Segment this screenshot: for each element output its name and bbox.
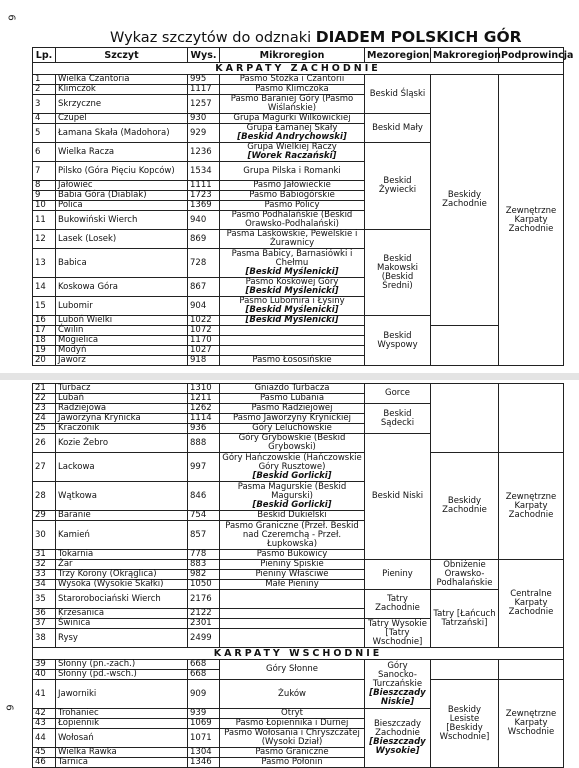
meso-cell: Gorce — [365, 384, 431, 404]
micro-sub: [Beskid Gorlicki] — [252, 470, 332, 481]
row-height: 1022 — [188, 316, 220, 326]
row-peak: Lubomir — [56, 297, 188, 316]
meso-cell: Beskid Wyspowy — [365, 316, 431, 366]
micro-sub: [Beskid Myślenicki] — [245, 266, 339, 277]
row-height: 2499 — [188, 629, 220, 648]
micro-sub: [Beskid Myślenicki] — [245, 286, 339, 296]
row-micro: Małe Pieniny — [220, 580, 365, 590]
row-height: 1117 — [188, 85, 220, 95]
row-height: 1236 — [188, 143, 220, 162]
macro-cell: Obniżenie Orawsko-Podhalańskie — [431, 560, 499, 590]
sub-empty — [499, 660, 564, 680]
header-peak: Szczyt — [56, 48, 188, 63]
row-micro: Otryt — [220, 709, 365, 719]
meso-cell: Beskid Żywiecki — [365, 143, 431, 230]
row-peak: Żar — [56, 560, 188, 570]
row-peak: Jaworniki — [56, 680, 188, 709]
micro-sub: [Beskid Gorlicki] — [252, 499, 332, 510]
meso-cell — [365, 709, 431, 768]
row-lp: 6 — [33, 143, 56, 162]
row-peak: Kozie Żebro — [56, 434, 188, 453]
row-lp: 12 — [33, 230, 56, 249]
row-micro: Pasmo Podhalańskie (Beskid Orawsko-Podhalański) — [220, 211, 365, 230]
row-height: 2122 — [188, 609, 220, 619]
row-height: 909 — [188, 680, 220, 709]
row-height: 883 — [188, 560, 220, 570]
row-peak: Wołosań — [56, 729, 188, 748]
row-micro — [220, 278, 365, 297]
row-micro — [220, 143, 365, 162]
header-macroregion: Makroregion — [431, 48, 499, 63]
row-height: 1211 — [188, 394, 220, 404]
row-micro — [220, 619, 365, 629]
row-peak: Tarnica — [56, 758, 188, 768]
row-peak: Skrzyczne — [56, 95, 188, 114]
row-height: 1310 — [188, 384, 220, 394]
row-lp: 20 — [33, 356, 56, 366]
micro-line: Grupa Wielkiej Raczy — [247, 142, 337, 152]
row-height: 930 — [188, 114, 220, 124]
meso-cell: Beskid Niski — [365, 434, 431, 560]
row-height: 728 — [188, 249, 220, 278]
meso-cell: Tatry Wysokie [Tatry Wschodnie] — [365, 619, 431, 648]
row-lp: 36 — [33, 609, 56, 619]
sub-cell: Zewnętrzne Karpaty Zachodnie — [499, 75, 564, 366]
row-height: 846 — [188, 482, 220, 511]
meso-line: Bieszczady Zachodnie — [373, 719, 422, 738]
row-micro — [220, 326, 365, 336]
row-peak: Ćwilin — [56, 326, 188, 336]
section-header: KARPATY WSCHODNIE — [33, 648, 564, 660]
row-height: 869 — [188, 230, 220, 249]
macro-cell: Beskidy Lesiste [Beskidy Wschodnie] — [431, 680, 499, 768]
row-lp: 23 — [33, 404, 56, 414]
row-height: 668 — [188, 670, 220, 680]
row-micro: Pasmo Babiogórskie — [220, 191, 365, 201]
row-peak: Radziejowa — [56, 404, 188, 414]
micro-line: Pasmo Koskowej Góry — [245, 277, 339, 287]
row-micro: Pasmo Radziejowej — [220, 404, 365, 414]
row-lp: 28 — [33, 482, 56, 511]
row-peak: Babia Góra (Diablak) — [56, 191, 188, 201]
row-micro: Pasma Laskowskie, Pewelskie i Żurawnicy — [220, 230, 365, 249]
page-number-top: 6 — [5, 14, 17, 21]
row-micro — [220, 609, 365, 619]
row-lp: 2 — [33, 85, 56, 95]
row-peak: Wielka Racza — [56, 143, 188, 162]
row-lp: 31 — [33, 550, 56, 560]
row-peak: Bukowiński Wierch — [56, 211, 188, 230]
row-micro: Pasmo Stożka i Czantorii — [220, 75, 365, 85]
peaks-table-bottom — [32, 383, 564, 768]
row-height: 904 — [188, 297, 220, 316]
row-height: 1170 — [188, 336, 220, 346]
header-microregion: Mikroregion — [220, 48, 365, 63]
micro-line: Góry Hańczowskie (Hańczowskie Góry Rusztowe) — [222, 452, 362, 472]
row-peak: Jałowiec — [56, 181, 188, 191]
row-peak: Baranie — [56, 511, 188, 521]
row-lp: 1 — [33, 75, 56, 85]
row-height: 1262 — [188, 404, 220, 414]
row-peak: Starorobociański Wierch — [56, 590, 188, 609]
row-peak: Trzy Korony (Okrąglica) — [56, 570, 188, 580]
row-micro: Pasmo Policy — [220, 201, 365, 211]
row-micro: Pasmo Połonin — [220, 758, 365, 768]
row-peak: Jaworzyna Krynicka — [56, 414, 188, 424]
meso-cell: Tatry Zachodnie — [365, 590, 431, 619]
row-peak: Klimczok — [56, 85, 188, 95]
row-peak: Mogielica — [56, 336, 188, 346]
row-peak: Rysy — [56, 629, 188, 648]
row-lp: 27 — [33, 453, 56, 482]
row-lp: 8 — [33, 181, 56, 191]
row-lp: 40 — [33, 670, 56, 680]
page-fold-gap — [0, 373, 579, 380]
row-lp: 33 — [33, 570, 56, 580]
row-lp: 7 — [33, 162, 56, 181]
macro-cell: Beskidy Zachodnie — [431, 453, 499, 560]
row-peak: Modyń — [56, 346, 188, 356]
row-peak: Krzesanica — [56, 609, 188, 619]
micro-line: Pasmo Lubomira i Łysiny — [239, 296, 345, 306]
sub-cell: Zewnętrzne Karpaty Zachodnie — [499, 453, 564, 560]
row-micro: Pasmo Klimczoka — [220, 85, 365, 95]
row-height: 2301 — [188, 619, 220, 629]
row-lp: 30 — [33, 521, 56, 550]
row-peak: Jaworz — [56, 356, 188, 366]
row-height: 940 — [188, 211, 220, 230]
row-peak: Tokarnia — [56, 550, 188, 560]
row-peak: Pilsko (Góra Pięciu Kopców) — [56, 162, 188, 181]
row-peak: Trohaniec — [56, 709, 188, 719]
row-micro: Góry Leluchowskie — [220, 424, 365, 434]
row-lp: 43 — [33, 719, 56, 729]
row-lp: 29 — [33, 511, 56, 521]
row-lp: 16 — [33, 316, 56, 326]
row-micro: Pasmo Bukowicy — [220, 550, 365, 560]
row-peak: Kamień — [56, 521, 188, 550]
row-lp: 44 — [33, 729, 56, 748]
row-peak: Wielka Rawka — [56, 748, 188, 758]
row-micro — [220, 297, 365, 316]
row-height: 939 — [188, 709, 220, 719]
row-micro: Pasmo Graniczne — [220, 748, 365, 758]
table-row — [33, 384, 564, 394]
row-lp: 21 — [33, 384, 56, 394]
row-height: 857 — [188, 521, 220, 550]
row-height: 2176 — [188, 590, 220, 609]
row-lp: 19 — [33, 346, 56, 356]
row-peak: Wątkowa — [56, 482, 188, 511]
row-lp: 14 — [33, 278, 56, 297]
micro-line: Pasma Babicy, Barnasiówki i Chełmu — [231, 248, 353, 268]
row-lp: 46 — [33, 758, 56, 768]
row-lp: 18 — [33, 336, 56, 346]
row-lp: 45 — [33, 748, 56, 758]
macro-empty — [431, 326, 499, 366]
row-micro — [220, 336, 365, 346]
meso-line: Góry Sanocko-Turczańskie — [372, 660, 423, 689]
row-height: 1027 — [188, 346, 220, 356]
row-lp: 17 — [33, 326, 56, 336]
row-peak: Luboń Wielki — [56, 316, 188, 326]
table-row — [33, 326, 564, 336]
row-height: 754 — [188, 511, 220, 521]
row-micro: Grupa Magurki Wilkowickiej — [220, 114, 365, 124]
row-peak: Turbacz — [56, 384, 188, 394]
row-height: 1071 — [188, 729, 220, 748]
meso-cell: Beskid Mały — [365, 114, 431, 143]
header-subprovince: Podprowincja — [499, 48, 564, 63]
micro-line: Grupa Łamanej Skały — [246, 123, 338, 133]
row-peak: Lubań — [56, 394, 188, 404]
row-micro: Pasmo Jałowieckie — [220, 181, 365, 191]
row-lp: 5 — [33, 124, 56, 143]
macro-empty — [431, 384, 499, 453]
meso-cell — [365, 660, 431, 709]
micro-line: Pasma Magurskie (Beskid Magurski) — [237, 481, 347, 501]
micro-sub: [Beskid Myślenicki] — [245, 305, 339, 315]
row-lp: 13 — [33, 249, 56, 278]
macro-cell: Tatry [Łańcuch Tatrzański] — [431, 590, 499, 648]
row-height: 918 — [188, 356, 220, 366]
row-micro: Gniazdo Turbacza — [220, 384, 365, 394]
row-micro: Pasmo Graniczne (Przeł. Beskid nad Czeremchą - Przeł. Łupkowska) — [220, 521, 365, 550]
row-peak: Babica — [56, 249, 188, 278]
table-row — [33, 75, 564, 85]
row-height: 929 — [188, 124, 220, 143]
row-lp: 15 — [33, 297, 56, 316]
row-lp: 9 — [33, 191, 56, 201]
macro-cell: Beskidy Zachodnie — [431, 75, 499, 326]
row-micro: Pasmo Wołosania i Chryszczatej (Wysoki Dział) — [220, 729, 365, 748]
row-height: 1346 — [188, 758, 220, 768]
row-lp: 35 — [33, 590, 56, 609]
meso-cell: Beskid Sądecki — [365, 404, 431, 434]
row-peak: Polica — [56, 201, 188, 211]
row-peak: Łamana Skała (Madohora) — [56, 124, 188, 143]
row-micro: Pieniny Spiskie — [220, 560, 365, 570]
row-micro — [220, 482, 365, 511]
row-lp: 26 — [33, 434, 56, 453]
row-micro — [220, 629, 365, 648]
row-height: 982 — [188, 570, 220, 580]
row-micro: Żuków — [220, 680, 365, 709]
row-micro: Pasmo Lubania — [220, 394, 365, 404]
row-peak: Lackowa — [56, 453, 188, 482]
table-row — [33, 660, 564, 670]
row-height: 1723 — [188, 191, 220, 201]
row-micro — [220, 346, 365, 356]
row-height: 668 — [188, 660, 220, 670]
row-peak: Czupel — [56, 114, 188, 124]
macro-empty — [431, 660, 499, 680]
row-peak: Lasek (Losek) — [56, 230, 188, 249]
title-prefix: Wykaz szczytów do odznaki — [110, 30, 312, 46]
row-micro: [Beskid Myślenicki] — [220, 316, 365, 326]
row-lp: 37 — [33, 619, 56, 629]
row-height: 1069 — [188, 719, 220, 729]
row-peak: Koskowa Góra — [56, 278, 188, 297]
table-row — [33, 560, 564, 570]
row-lp: 22 — [33, 394, 56, 404]
row-height: 936 — [188, 424, 220, 434]
page-title — [110, 28, 522, 46]
row-lp: 25 — [33, 424, 56, 434]
micro-sub: [Beskid Andrychowski] — [237, 132, 347, 142]
row-lp: 10 — [33, 201, 56, 211]
meso-sub: [Bieszczady Niskie] — [369, 687, 426, 707]
row-height: 995 — [188, 75, 220, 85]
row-height: 1534 — [188, 162, 220, 181]
meso-cell: Beskid Makowski (Beskid Średni) — [365, 230, 431, 316]
row-micro: Grupa Pilska i Romanki — [220, 162, 365, 181]
row-height: 997 — [188, 453, 220, 482]
table-row — [33, 590, 564, 609]
sub-cell: Zewnętrzne Karpaty Wschodnie — [499, 680, 564, 768]
row-micro: Pieniny Właściwe — [220, 570, 365, 580]
row-height: 1072 — [188, 326, 220, 336]
row-peak: Słonny (pn.-zach.) — [56, 660, 188, 670]
row-height: 1114 — [188, 414, 220, 424]
meso-cell: Pieniny — [365, 560, 431, 590]
row-lp: 3 — [33, 95, 56, 114]
row-height: 1304 — [188, 748, 220, 758]
header-height: Wys. — [188, 48, 220, 63]
row-lp: 34 — [33, 580, 56, 590]
row-peak: Wysoka (Wysokie Skałki) — [56, 580, 188, 590]
header-row — [33, 48, 564, 63]
row-peak: Świnica — [56, 619, 188, 629]
row-micro: Pasmo Baraniej Góry (Pasmo Wiślańskie) — [220, 95, 365, 114]
row-height: 1111 — [188, 181, 220, 191]
row-height: 888 — [188, 434, 220, 453]
row-lp: 24 — [33, 414, 56, 424]
row-peak: Łopiennik — [56, 719, 188, 729]
row-lp: 11 — [33, 211, 56, 230]
row-lp: 41 — [33, 680, 56, 709]
row-peak: Wielka Czantoria — [56, 75, 188, 85]
page-number-bottom: 6 — [3, 704, 15, 711]
meso-sub: [Bieszczady Wysokie] — [369, 737, 426, 756]
row-lp: 42 — [33, 709, 56, 719]
row-micro: Góry Słonne — [220, 660, 365, 680]
row-peak: Kraczonik — [56, 424, 188, 434]
row-micro: Pasmo Łososińskie — [220, 356, 365, 366]
sub-cell: Centralne Karpaty Zachodnie — [499, 560, 564, 648]
section-header: KARPATY ZACHODNIE — [33, 63, 564, 75]
row-micro — [220, 590, 365, 609]
table-row — [33, 453, 564, 482]
row-micro — [220, 453, 365, 482]
row-micro: Góry Grybowskie (Beskid Grybowski) — [220, 434, 365, 453]
table-row — [33, 680, 564, 709]
row-lp: 4 — [33, 114, 56, 124]
row-micro: Beskid Dukielski — [220, 511, 365, 521]
peaks-table-top — [32, 47, 574, 366]
row-height: 1050 — [188, 580, 220, 590]
row-lp: 32 — [33, 560, 56, 570]
row-height: 867 — [188, 278, 220, 297]
row-micro — [220, 249, 365, 278]
row-height: 1369 — [188, 201, 220, 211]
micro-sub: [Worek Raczański] — [247, 151, 337, 161]
row-micro: Pasmo Łopiennika i Durnej — [220, 719, 365, 729]
row-height: 778 — [188, 550, 220, 560]
row-height: 1257 — [188, 95, 220, 114]
header-lp: Lp. — [33, 48, 56, 63]
row-peak: Słonny (pd.-wsch.) — [56, 670, 188, 680]
row-micro — [220, 124, 365, 143]
title-bold: DIADEM POLSKICH GÓR — [315, 28, 522, 46]
header-mesoregion: Mezoregion — [365, 48, 431, 63]
sub-empty — [499, 384, 564, 453]
row-lp: 39 — [33, 660, 56, 670]
row-micro: Pasmo Jaworzyny Krynickiej — [220, 414, 365, 424]
meso-cell: Beskid Śląski — [365, 75, 431, 114]
row-lp: 38 — [33, 629, 56, 648]
